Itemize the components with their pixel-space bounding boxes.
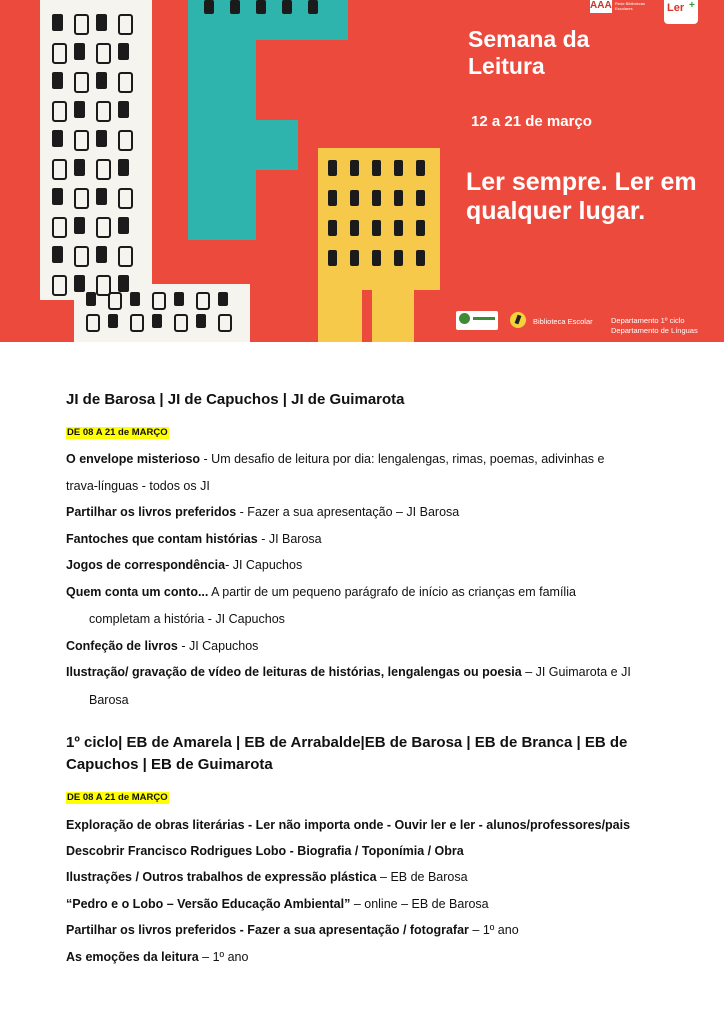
rbe-logo-text: Rede Bibliotecas Escolares [615,1,646,11]
date-highlight: DE 08 A 21 de MARÇO [67,792,168,803]
window-shape [118,130,133,151]
window-shape [74,14,89,35]
banner-dates: 12 a 21 de março [471,113,592,130]
date-highlight: DE 08 A 21 de MARÇO [67,427,168,438]
window-shape [96,72,107,89]
window-shape [86,292,96,306]
activity-item: Ilustração/ gravação de vídeo de leituras de histórias, lengalengas ou poesia – JI Guimarota e JI [66,665,631,679]
window-shape [416,220,425,236]
yellow-building-leg-illustration [318,280,362,342]
plano-nacional-leitura-logo [664,0,698,24]
window-shape [52,159,67,180]
window-shape [372,160,381,176]
school-group-logo [456,311,498,330]
window-shape [96,188,107,205]
window-shape [118,188,133,209]
window-shape [52,43,67,64]
window-shape [118,246,133,267]
window-shape [416,250,425,266]
window-shape [394,220,403,236]
window-shape [52,101,67,122]
window-shape [218,292,228,306]
ler-logo-text: Ler [667,2,685,14]
activity-item: Ilustrações / Outros trabalhos de expressão plástica – EB de Barosa [66,870,468,884]
activity-item: “Pedro e o Lobo – Versão Educação Ambiental” – online – EB de Barosa [66,897,489,911]
window-shape [96,217,111,238]
yellow-building-leg-illustration [372,280,414,342]
activity-item: Jogos de correspondência- JI Capuchos [66,558,303,572]
window-shape [350,160,359,176]
banner-slogan: Ler sempre. Ler em qualquer lugar. [466,168,697,225]
window-shape [282,0,292,14]
window-shape [130,314,144,332]
teal-building-arm-illustration [188,120,298,170]
window-shape [74,217,85,234]
department-1-label: Departamento 1º ciclo [611,316,685,325]
window-shape [196,292,210,310]
activity-item-continuation: Barosa [89,693,129,707]
window-shape [118,14,133,35]
window-shape [328,250,337,266]
activity-item: Descobrir Francisco Rodrigues Lobo - Biografia / Toponímia / Obra [66,844,464,858]
activity-item: Exploração de obras literárias - Ler não importa onde - Ouvir ler e ler - alunos/professores/pais [66,818,631,832]
window-shape [416,160,425,176]
window-shape [52,14,63,31]
activity-item-continuation: completam a história - JI Capuchos [89,612,285,626]
window-shape [52,275,67,296]
activity-item: O envelope misterioso - Um desafio de leitura por dia: lengalengas, rimas, poemas, adivinhas e [66,452,605,466]
window-shape [394,190,403,206]
rbe-logo-icon: ААА [590,0,612,11]
window-shape [74,188,89,209]
section-title: JI de Barosa | JI de Capuchos | JI de Guimarota [66,391,405,408]
window-shape [328,220,337,236]
activity-item: Partilhar os livros preferidos - Fazer a sua apresentação / fotografar – 1º ano [66,923,519,937]
window-shape [74,43,85,60]
window-shape [96,246,107,263]
section-title: 1º ciclo| EB de Amarela | EB de Arrabalde|EB de Barosa | EB de Branca | EB de [66,734,628,751]
tree-icon [459,313,470,324]
window-shape [372,220,381,236]
window-shape [350,250,359,266]
window-shape [174,292,184,306]
window-shape [152,292,166,310]
window-shape [96,101,111,122]
window-shape [328,160,337,176]
window-shape [108,292,122,310]
window-shape [74,101,85,118]
window-shape [350,220,359,236]
activity-item: As emoções da leitura – 1º ano [66,950,249,964]
window-shape [394,250,403,266]
window-shape [204,0,214,14]
activity-item: Quem conta um conto... A partir de um pequeno parágrafo de início as crianças em família [66,585,576,599]
window-shape [308,0,318,14]
window-shape [52,217,67,238]
window-shape [86,314,100,332]
activity-item: Partilhar os livros preferidos - Fazer a sua apresentação – JI Barosa [66,505,460,519]
window-shape [130,292,140,306]
window-shape [74,130,89,151]
window-shape [118,275,129,292]
window-shape [52,72,63,89]
window-shape [74,159,85,176]
window-shape [230,0,240,14]
window-shape [196,314,206,328]
activity-item: Fantoches que contam histórias - JI Barosa [66,532,322,546]
window-shape [372,190,381,206]
window-shape [256,0,266,14]
window-shape [174,314,188,332]
window-shape [218,314,232,332]
department-2-label: Departamento de Línguas [611,326,698,335]
section-title-line2: Capuchos | EB de Guimarota [66,756,273,773]
window-shape [74,275,85,292]
window-shape [74,246,89,267]
window-shape [74,72,89,93]
window-shape [118,159,129,176]
window-shape [118,217,129,234]
window-shape [96,159,111,180]
window-shape [152,314,162,328]
window-shape [394,160,403,176]
window-shape [96,43,111,64]
window-shape [52,188,63,205]
window-shape [118,72,133,93]
biblioteca-escolar-label: Biblioteca Escolar [533,317,593,326]
window-shape [96,130,107,147]
activity-item-continuation: trava-línguas - todos os JI [66,479,210,493]
window-shape [52,246,63,263]
window-shape [108,314,118,328]
banner-title: Semana da Leitura [468,26,590,79]
window-shape [416,190,425,206]
event-banner [0,0,724,342]
plus-icon: + [689,0,695,11]
activity-item: Confeção de livros - JI Capuchos [66,639,259,653]
window-shape [372,250,381,266]
window-shape [350,190,359,206]
biblioteca-escolar-icon [510,312,526,328]
window-shape [118,101,129,118]
window-shape [328,190,337,206]
window-shape [118,43,129,60]
window-shape [52,130,63,147]
window-shape [96,14,107,31]
